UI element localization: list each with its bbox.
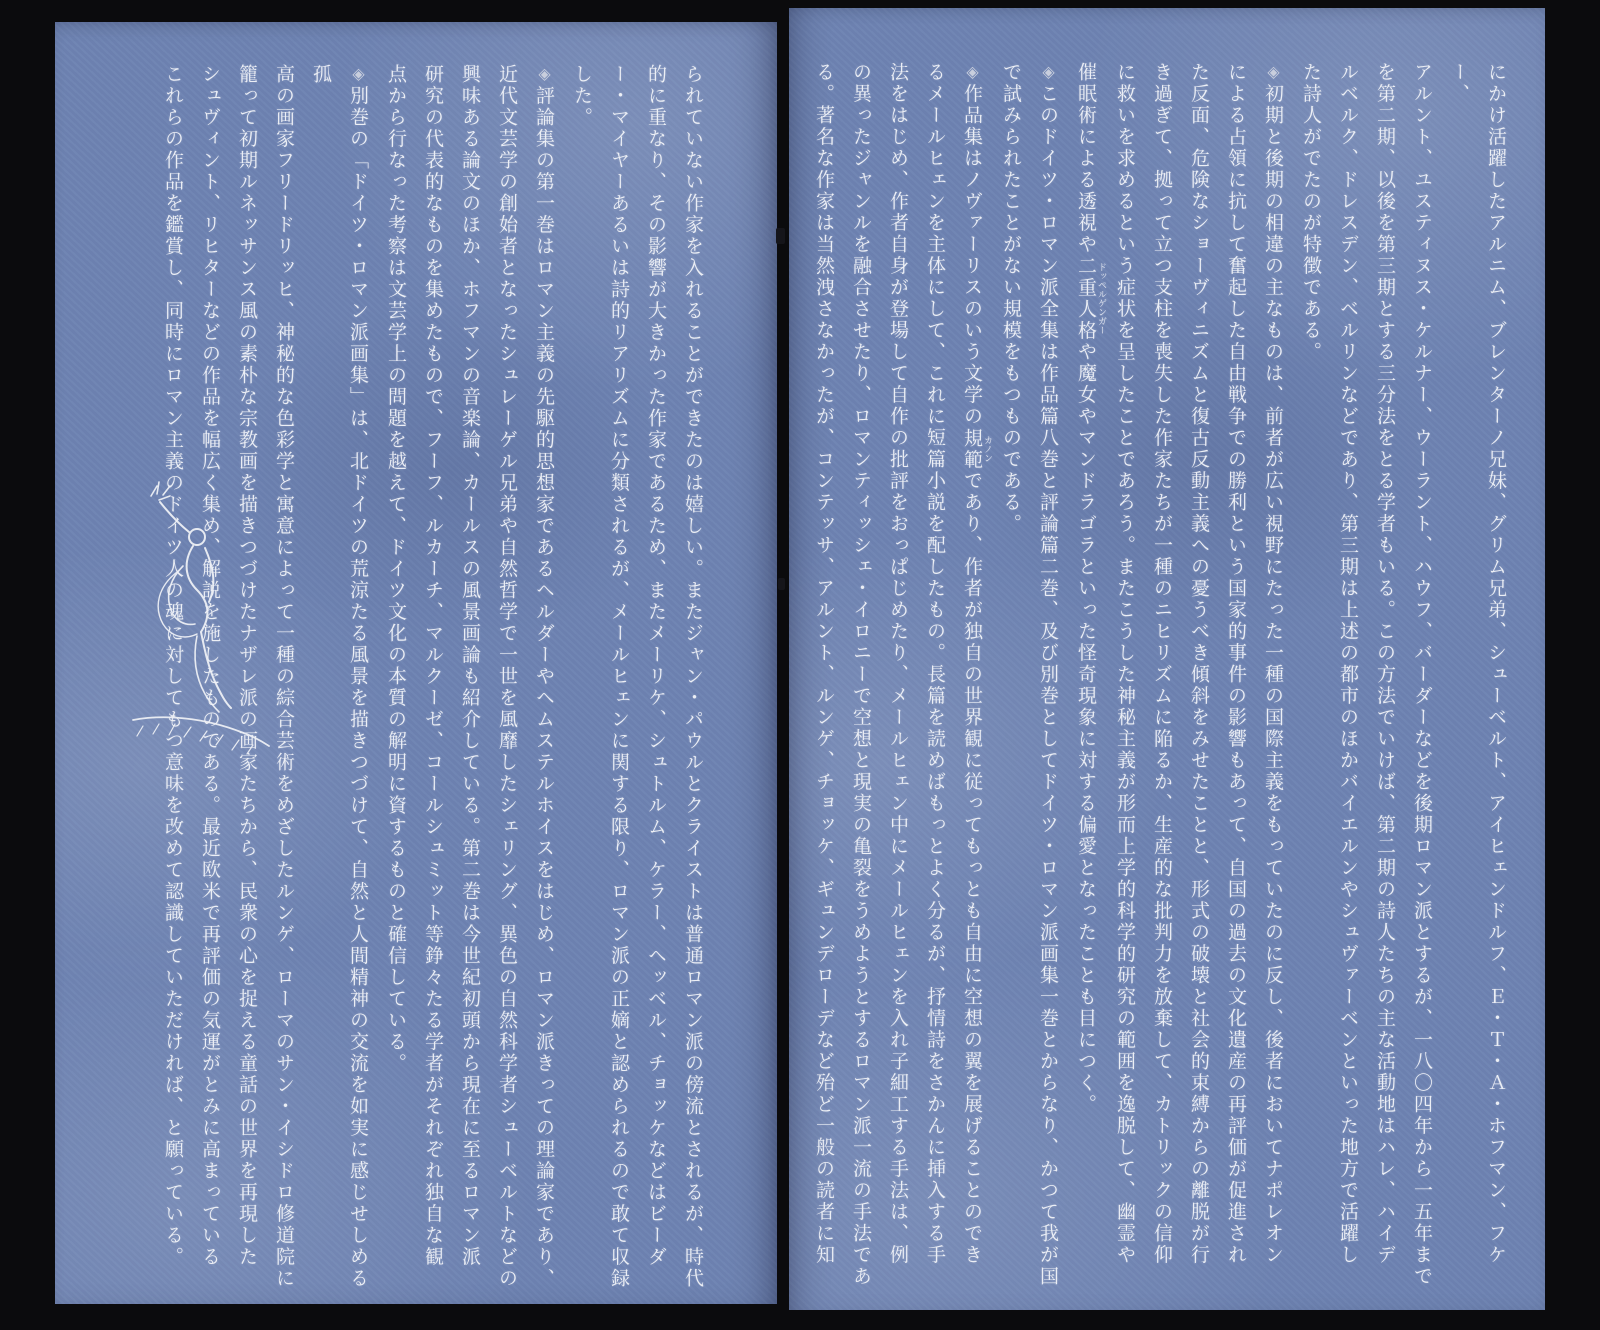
text-column: ◈このドイツ・ロマン派全集は作品篇八巻と評論篇二巻、及び別巻としてドイツ・ロマン派画集一巻とからなり、かつて我が国 [1037,62,1059,1288]
text-column: による占領に抗して奮起した自由戦争での勝利という国家的事件の影響もあって、自国の過去の文化遺産の再評価が促進され [1225,62,1247,1266]
text-column: られていない作家を入れることができたのは嬉しい。またジャン・パウルとクライストは普通ロマン派の傍流とされるが、時代 [682,64,704,1290]
text-column: 的に重なり、その影響が大きかった作家であるため、またメーリケ、シュトルム、ケラー、ヘッベル、チョッケなどはビーダ [645,64,667,1268]
text-column: る。著名な作家は当然洩さなかったが、コンテッサ、アルント、ルンゲ、チョッケ、ギュンデローデなど殆ど一般の読者に知 [813,62,835,1266]
text-column: ルベルク、ドレスデン、ベルリンなどであり、第三期は上述の都市のほかバイエルンやシュヴァーベンといった地方で活躍し [1337,62,1359,1266]
text-column: 催眠術による透視や二重人格 ドッペルゲンガーや魔女やマンドラゴラといった怪奇現象に対する偏愛となったことも目につく。 [1075,62,1106,1116]
text-column: ー・マイヤーあるいは詩的リアリズムに分類されるが、メールヒェンに関する限り、ロマン派の正嫡と認められるので敢て収録 [608,64,630,1290]
text-column: 法をはじめ、作者自身が登場して自作の批評をおっぱじめたり、メールヒェン中にメールヒェンを入れ子細工する手法は、例 [887,62,909,1266]
text-column: ◈作品集はノヴァーリスのいう文学の規範 カノンであり、作者が独自の世界観に従ってもっとも自由に空想の翼を展げることのでき [961,62,992,1266]
binding-mark [778,578,785,590]
section-diamond-icon: ◈ [1039,62,1058,84]
text-column: ◈評論集の第一巻はロマン主義の先駆的思想家であるヘルダーやヘムステルホイスをはじめ、ロマン派きっての理論家であり、 [533,64,555,1290]
text-column: 点から行なった考察は文芸学上の問題を越えて、ドイツ文化の本質の解明に資するものと確信している。 [385,64,407,1075]
right-page-text [805,62,1514,1302]
text-column: た反面、危険なショーヴィニズムと復古反動主義への憂うべき傾斜をみせたことと、形式の破壊と社会的束縛からの離脱が行 [1188,62,1210,1266]
text-column: した。 [571,64,593,129]
section-diamond-icon: ◈ [535,64,554,86]
text-column: き過ぎて、拠って立つ支柱を喪失した作家たちが一種のニヒリズムに陥るか、生産的な批判力を放棄して、カトリックの信仰 [1151,62,1173,1266]
section-diamond-icon: ◈ [349,64,368,86]
binding-mark [776,228,785,244]
text-column: を第二期、以後を第三期とする三分法をとる学者もいる。この方法でいけば、第二期の詩人たちの主な活動地はハレ、ハイデ [1374,62,1396,1266]
text-column: にかけ活躍したアルニム、ブレンターノ兄妹、グリム兄弟、シューベルト、アイヒェンドルフ、Ｅ・Ｔ・Ａ・ホフマン、フケー、 [1448,62,1507,1266]
text-column: で試みられたことがない規模をもつものである。 [1000,62,1022,535]
text-column: 高の画家フリードリッヒ、神秘的な色彩学と寓意によって一種の綜合芸術をめざしたルンゲ、ローマのサン・イシドロ修道院に [273,64,295,1290]
text-column: に救いを求めるという症状を呈したことであろう。またこうした神秘主義が形而上学的科学的研究の範囲を逸脱して、幽霊や [1114,62,1136,1266]
right-page [789,8,1545,1310]
text-column: 研究の代表的なものを集めたもので、フーフ、ルカーチ、マルクーゼ、コールシュミット等錚々たる学者がそれぞれ独自な観 [422,64,444,1268]
text-column: ◈初期と後期の相違の主なものは、前者が広い視野にたった一種の国際主義をもっていたのに反し、後者においてナポレオン [1262,62,1284,1266]
text-column: ◈別巻の「ドイツ・ロマン派画集」は、北ドイツの荒涼たる風景を描きつづけて、自然と人間精神の交流を如実に感じせしめる孤 [310,64,369,1290]
text-column: これらの作品を鑑賞し、同時にロマン主義のドイツ人の魂に対してもつ意味を改めて認識していただければ、と願っている。 [162,64,184,1268]
text-column: るメールヒェンを主体にして、これに短篇小説を配したもの。長篇を読めばもっとよく分るが、抒情詩をさかんに挿入する手 [924,62,946,1266]
text-column: アルント、ユスティヌス・ケルナー、ウーラント、ハウフ、バーダーなどを後期ロマン派とするが、一八〇四年から一五年まで [1411,62,1433,1288]
text-column: 興味ある論文のほか、ホフマンの音楽論、カールスの風景画論も紹介している。第二巻は今世紀初頭から現在に至るロマン派 [459,64,481,1268]
left-page-text [154,64,711,1304]
section-diamond-icon: ◈ [1264,62,1283,84]
text-column: シュヴィント、リヒターなどの作品を幅広く集め、解説を施したものである。最近欧米で再評価の気運がとみに高まっている [199,64,221,1268]
section-diamond-icon: ◈ [963,62,982,84]
text-column: た詩人がでたのが特徴である。 [1300,62,1322,363]
text-column: の異ったジャンルを融合させたり、ロマンティッシェ・イロニーで空想と現実の亀裂をうめようとするロマン派一流の手法であ [850,62,872,1288]
text-column: 近代文芸学の創始者となったシュレーゲル兄弟や自然哲学で一世を風靡したシェリング、異色の自然科学者シューベルトなどの [496,64,518,1290]
left-page [55,22,777,1304]
text-column: 籠って初期ルネッサンス風の素朴な宗教画を描きつづけたナザレ派の画家たちから、民衆の心を捉える童話の世界を再現した [236,64,258,1268]
